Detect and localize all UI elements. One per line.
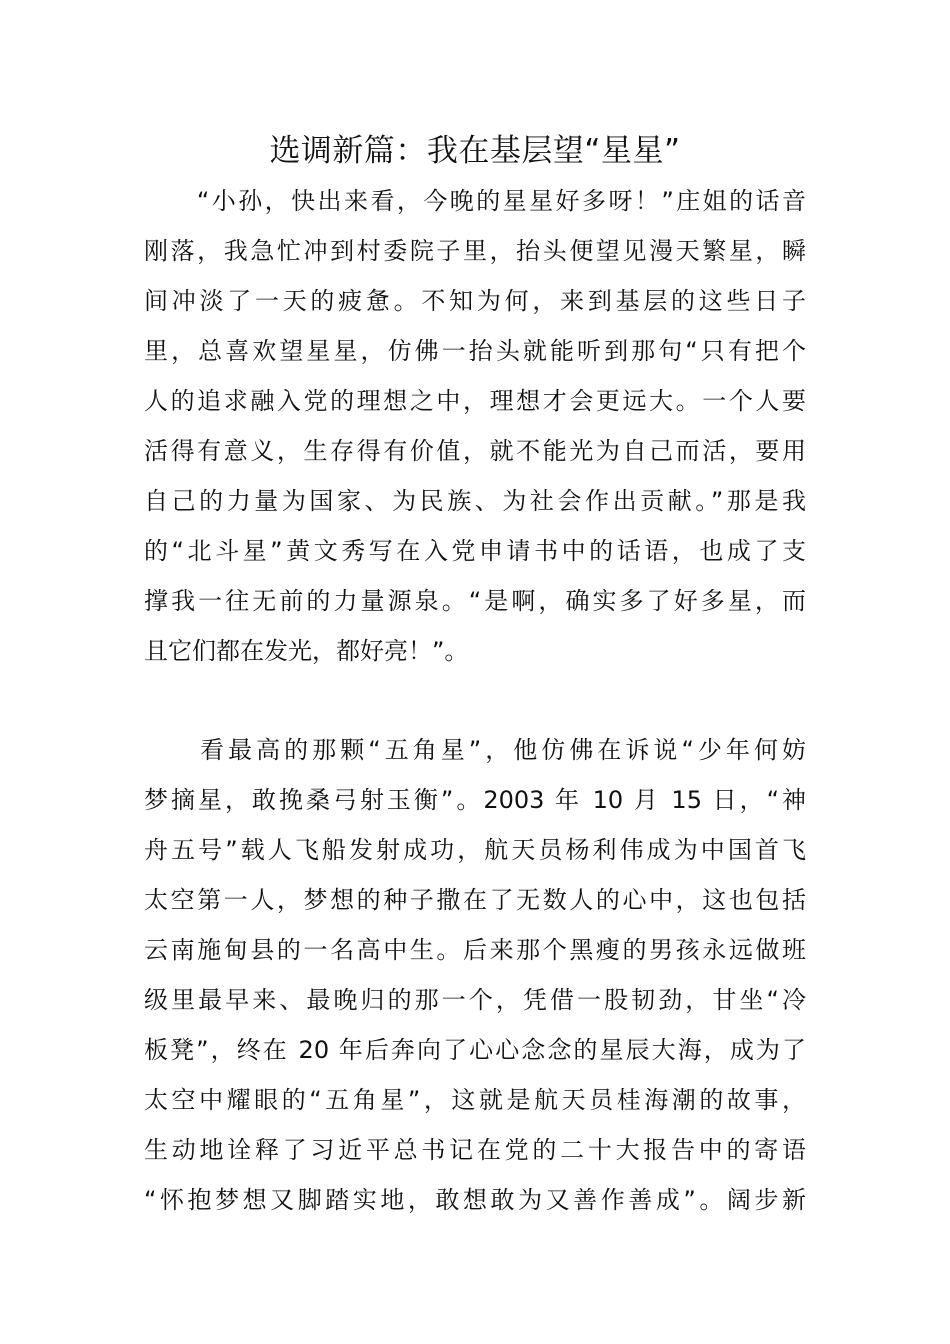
paragraph-line: 活得有意义，生存得有价值，就不能光为自己而活，要用 [144,437,806,465]
paragraph-line: 舟五号”载人飞船发射成功，航天员杨利伟成为中国首飞 [144,836,806,864]
paragraph-line: 刚落，我急忙冲到村委院子里，抬头便望见漫天繁星，瞬 [144,237,806,265]
paragraph-line: 自己的力量为国家、为民族、为社会作出贡献。”那是我 [144,487,806,515]
paragraph-line: 人的追求融入党的理想之中，理想才会更远大。一个人要 [144,387,806,415]
paragraph-line: 梦摘星，敢挽桑弓射玉衡”。2003 年 10 月 15 日，“神 [144,786,806,814]
paragraph-line: 且它们都在发光，都好亮！”。 [144,637,469,665]
paragraph-line: 撑我一往无前的力量源泉。“是啊，确实多了好多星，而 [144,587,806,615]
paragraph-line: 生动地诠释了习近平总书记在党的二十大报告中的寄语 [144,1136,806,1164]
paragraph-line: 级里最早来、最晚归的那一个，凭借一股韧劲，甘坐“冷 [144,986,806,1014]
document-title: 选调新篇：我在基层望“星星” [269,133,681,169]
paragraph-line: 里，总喜欢望星星，仿佛一抬头就能听到那句“只有把个 [144,337,806,365]
paragraph-line: 的“北斗星”黄文秀写在入党申请书中的话语，也成了支 [144,537,806,565]
paragraph-line: “怀抱梦想又脚踏实地，敢想敢为又善作善成”。阔步新 [144,1186,806,1214]
paragraph-line: 看最高的那颗“五角星”，他仿佛在诉说“少年何妨 [144,736,806,764]
paragraph-line: 太空中耀眼的“五角星”，这就是航天员桂海潮的故事， [144,1086,806,1114]
paragraph-line: 太空第一人，梦想的种子撒在了无数人的心中，这也包括 [144,886,806,914]
paragraph-line: 间冲淡了一天的疲惫。不知为何，来到基层的这些日子 [144,287,806,315]
paragraph-line: “小孙，快出来看，今晚的星星好多呀！”庄姐的话音 [144,187,806,215]
paragraph-line: 板凳”，终在 20 年后奔向了心心念念的星辰大海，成为了 [144,1036,806,1064]
paragraph-line: 云南施甸县的一名高中生。后来那个黑瘦的男孩永远做班 [144,936,806,964]
